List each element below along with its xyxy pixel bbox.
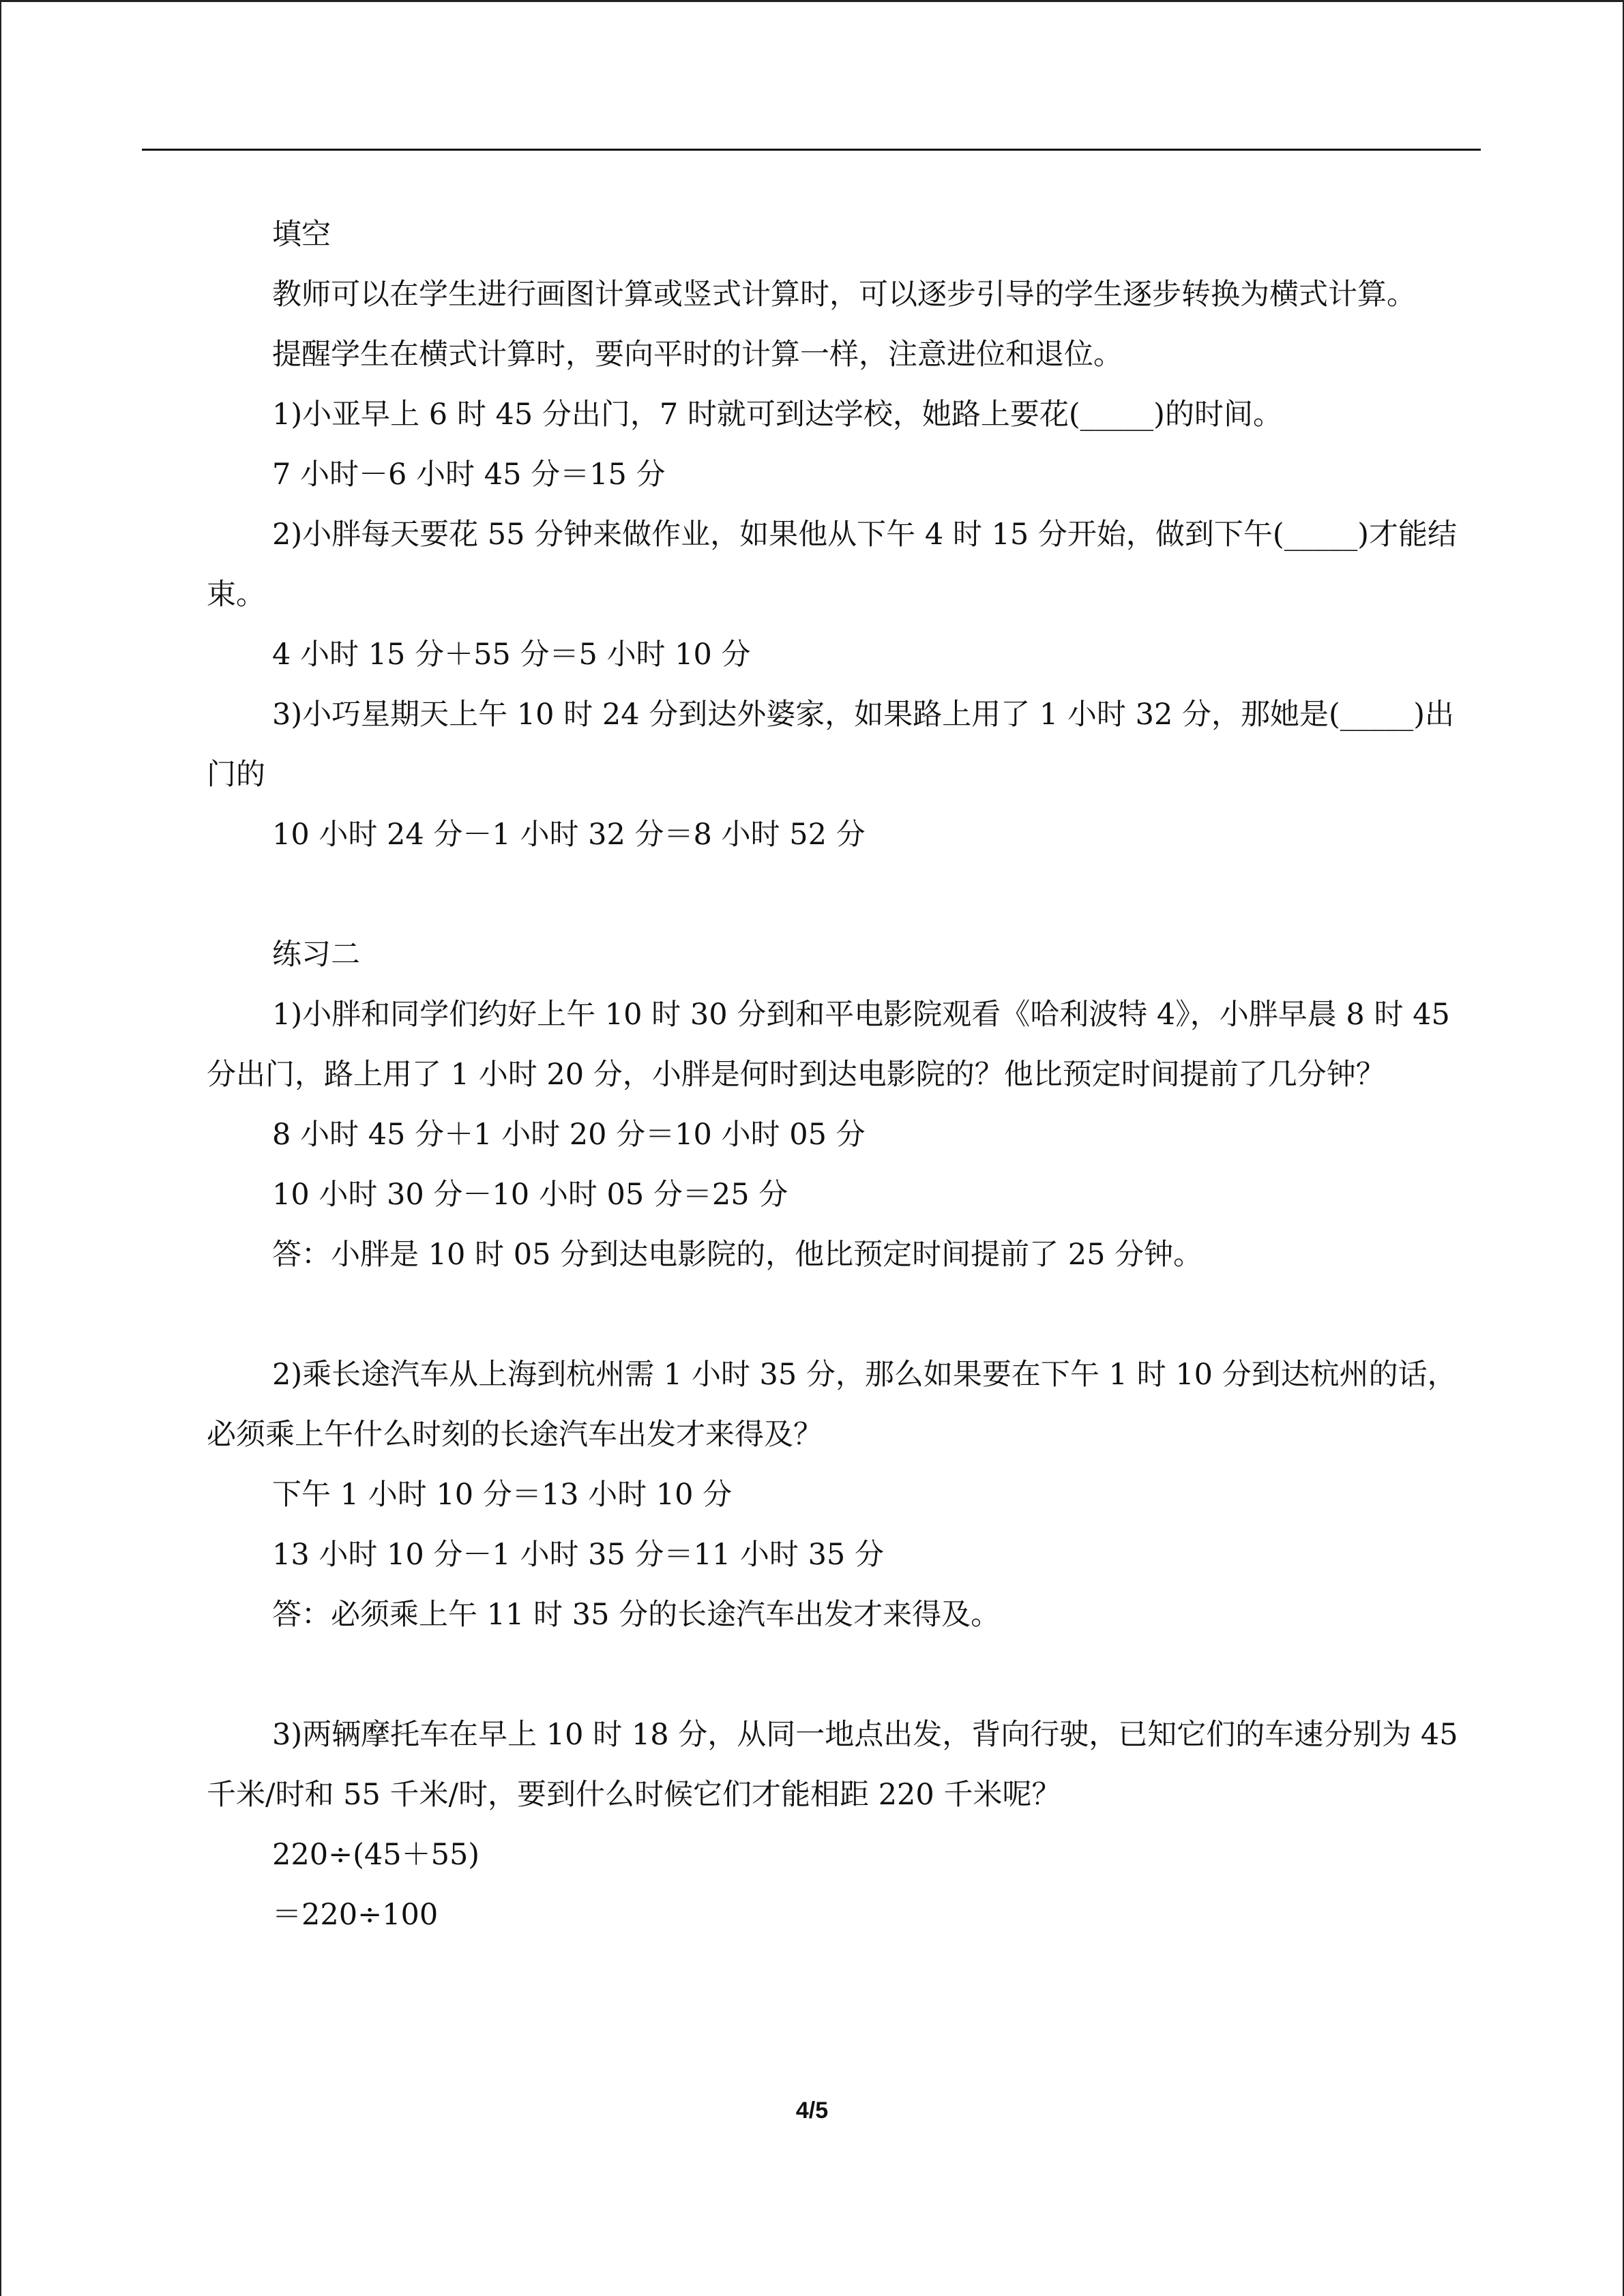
question-3: 3)小巧星期天上午 10 时 24 分到达外婆家，如果路上用了 1 小时 32 分，那她是(_____)出门的 — [207, 698, 1455, 792]
header-rule — [142, 149, 1481, 151]
spacer — [207, 865, 1460, 925]
exercise-question-3: 3)两辆摩托车在早上 10 时 18 分，从同一地点出发，背向行驶，已知它们的车速分别为 45 千米/时和 55 千米/时，要到什么时候它们才能相距 220 千米呢？ — [207, 1718, 1458, 1812]
exercise-step-1b: 10 小时 30 分－10 小时 05 分＝25 分 — [272, 1178, 788, 1212]
exercise-step-2a: 下午 1 小时 10 分＝13 小时 10 分 — [272, 1478, 733, 1512]
exercise-step-2b: 13 小时 10 分－1 小时 35 分＝11 小时 35 分 — [272, 1538, 884, 1572]
reminder-note: 提醒学生在横式计算时，要向平时的计算一样，注意进位和退位。 — [272, 338, 1123, 372]
question-2: 2)小胖每天要花 55 分钟来做作业，如果他从下午 4 时 15 分开始，做到下午(_____)才能结束。 — [207, 518, 1457, 612]
exercise-step-1a: 8 小时 45 分＋1 小时 20 分＝10 小时 05 分 — [272, 1118, 866, 1152]
answer-2: 4 小时 15 分＋55 分＝5 小时 10 分 — [272, 638, 751, 672]
page-number: 4/5 — [795, 2098, 829, 2123]
spacer — [207, 1285, 1460, 1345]
exercise-answer-1: 答：小胖是 10 时 05 分到达电影院的，他比预定时间提前了 25 分钟。 — [272, 1238, 1203, 1272]
answer-3: 10 小时 24 分－1 小时 32 分＝8 小时 52 分 — [272, 818, 866, 852]
question-1: 1)小亚早上 6 时 45 分出门，7 时就可到达学校，她路上要花(_____)的时间。 — [272, 398, 1282, 432]
section-title-fill-blank: 填空 — [272, 218, 331, 252]
exercise-question-2: 2)乘长途汽车从上海到杭州需 1 小时 35 分，那么如果要在下午 1 时 10 分到达杭州的话，必须乘上午什么时刻的长途汽车出发才来得及？ — [207, 1358, 1457, 1452]
answer-1: 7 小时－6 小时 45 分＝15 分 — [272, 458, 666, 492]
teaching-note: 教师可以在学生进行画图计算或竖式计算时，可以逐步引导的学生逐步转换为横式计算。 — [272, 278, 1416, 312]
section-title-exercise-2: 练习二 — [272, 938, 360, 972]
exercise-question-1: 1)小胖和同学们约好上午 10 时 30 分到和平电影院观看《哈利波特 4》，小胖早晨 8 时 45 分出门，路上用了 1 小时 20 分，小胖是何时到达电影院的？他比预定时间提前了几分钟？ — [207, 998, 1450, 1092]
document-body — [207, 205, 1460, 1945]
exercise-step-3b: ＝220÷100 — [272, 1898, 439, 1932]
exercise-answer-2: 答：必须乘上午 11 时 35 分的长途汽车出发才来得及。 — [272, 1598, 1001, 1632]
exercise-step-3a: 220÷(45＋55) — [272, 1838, 480, 1872]
spacer — [207, 1645, 1460, 1705]
